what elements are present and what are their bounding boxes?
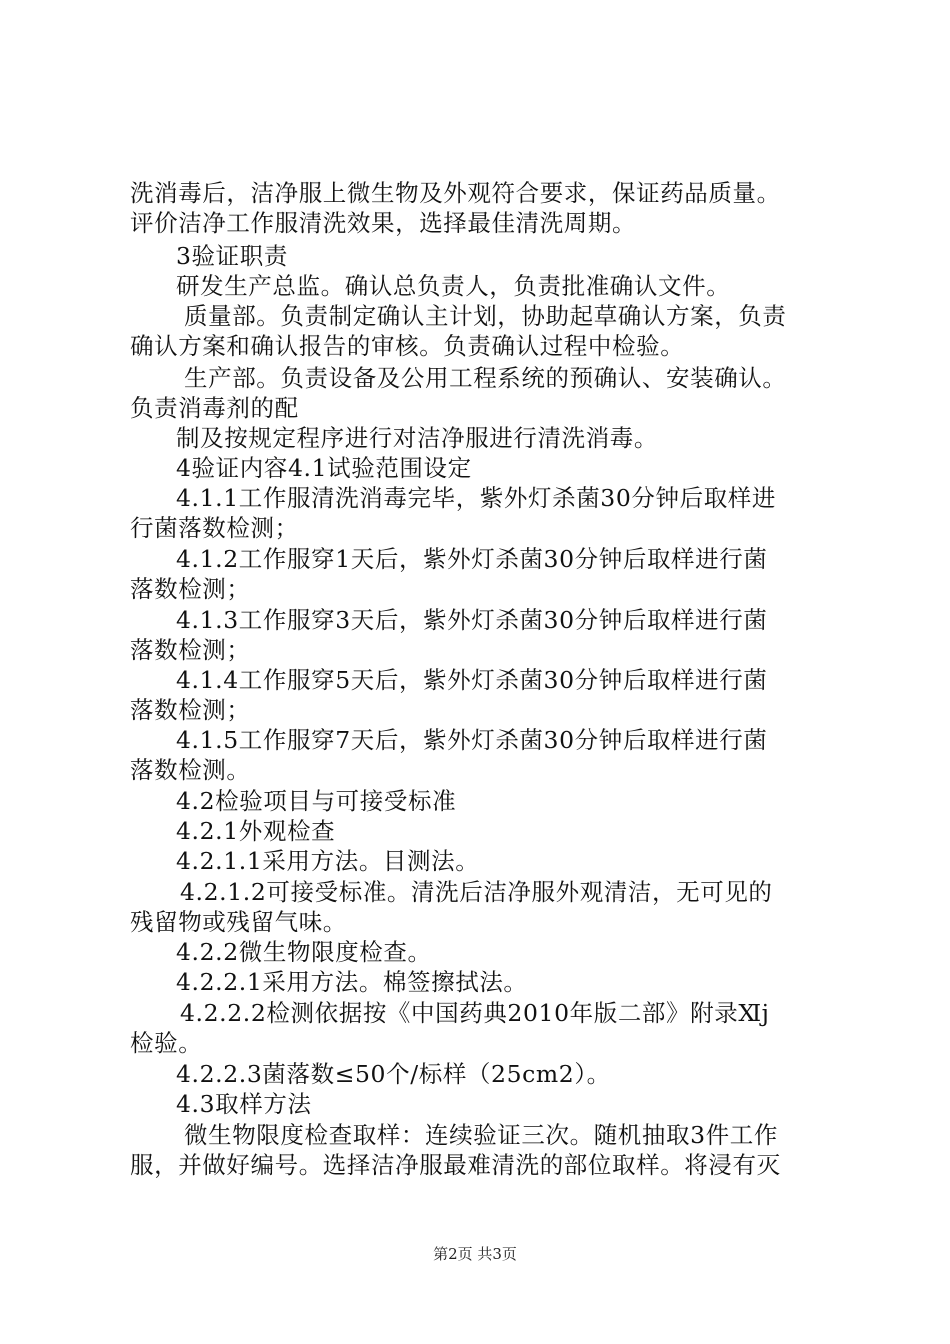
text-line: 落数检测； <box>130 636 251 664</box>
text-line: 落数检测。 <box>130 756 251 784</box>
section-heading: 4验证内容4.1试验范围设定 <box>176 454 472 482</box>
text-line: 检验。 <box>130 1029 203 1057</box>
text-line: 负责消毒剂的配 <box>130 394 299 422</box>
section-heading: 4.3取样方法 <box>176 1090 312 1118</box>
text-line: 4.2.1.2可接受标准。清洗后洁净服外观清洁，无可见的 <box>180 878 773 906</box>
text-line: 洗消毒后，洁净服上微生物及外观符合要求，保证药品质量。 <box>130 179 781 207</box>
text-line: 落数检测； <box>130 575 251 603</box>
text-line: 4.1.4工作服穿5天后，紫外灯杀菌30分钟后取样进行菌 <box>176 666 768 694</box>
text-line: 评价洁净工作服清洗效果，选择最佳清洗周期。 <box>130 209 637 237</box>
text-line: 4.1.3工作服穿3天后，紫外灯杀菌30分钟后取样进行菌 <box>176 606 768 634</box>
text-line: 4.2.2.3菌落数≤50个/标样（25cm2）。 <box>176 1060 611 1088</box>
text-line: 微生物限度检查取样：连续验证三次。随机抽取3件工作 <box>184 1121 778 1149</box>
text-line: 残留物或残留气味。 <box>130 908 347 936</box>
text-line: 4.2.2.1采用方法。棉签擦拭法。 <box>176 968 528 996</box>
text-line: 4.2.2.2检测依据按《中国药典2010年版二部》附录Ⅺj <box>180 999 770 1027</box>
text-line: 制及按规定程序进行对洁净服进行清洗消毒。 <box>176 424 658 452</box>
section-heading: 4.2.2微生物限度检查。 <box>176 938 432 966</box>
text-line: 4.1.1工作服清洗消毒完毕，紫外灯杀菌30分钟后取样进 <box>176 484 776 512</box>
section-heading: 3验证职责 <box>176 242 288 270</box>
text-line: 质量部。负责制定确认主计划，协助起草确认方案，负责 <box>184 302 787 330</box>
page-number-footer: 第2页 共3页 <box>433 1245 517 1263</box>
text-line: 落数检测； <box>130 696 251 724</box>
text-line: 4.1.2工作服穿1天后，紫外灯杀菌30分钟后取样进行菌 <box>176 545 768 573</box>
text-line: 服，并做好编号。选择洁净服最难清洗的部位取样。将浸有灭 <box>130 1151 781 1179</box>
text-line: 行菌落数检测； <box>130 514 299 542</box>
text-line: 4.2.1.1采用方法。目测法。 <box>176 847 480 875</box>
text-line: 4.1.5工作服穿7天后，紫外灯杀菌30分钟后取样进行菌 <box>176 726 768 754</box>
text-line: 研发生产总监。确认总负责人，负责批准确认文件。 <box>176 272 731 300</box>
section-heading: 4.2检验项目与可接受标准 <box>176 787 457 815</box>
text-line: 确认方案和确认报告的审核。负责确认过程中检验。 <box>130 332 685 360</box>
section-heading: 4.2.1外观检查 <box>176 817 336 845</box>
text-line: 生产部。负责设备及公用工程系统的预确认、安装确认。 <box>184 364 787 392</box>
